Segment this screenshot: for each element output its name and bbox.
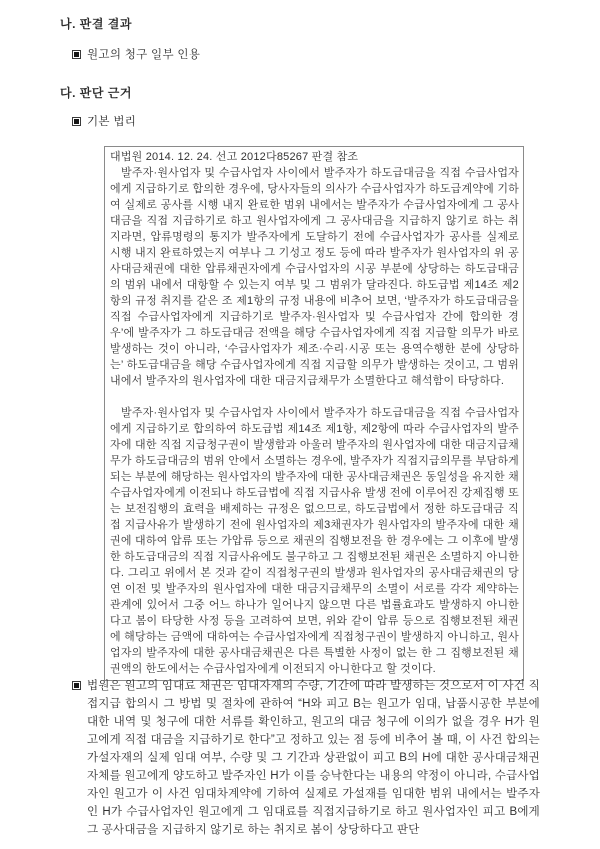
- precedent-paragraph-1: 발주자·원사업자 및 수급사업자 사이에서 발주자가 하도급대금을 직접 수급사업자에게 지급하기로 합의한 경우에, 당사자들의 의사가 수급사업자가 하도급계약에 기하여 실제로 공사를 시행 내지 완료한 범위 내에서는 발주자가 수급사업자에게 그 공사대금을 직접 지급하기로 하고 원사업자에게 그 공사대금을 지급하지 않기로 하는 취지라면, 압류명령의 통지가 발주자에게 도달하기 전에 수급사업자가 공사를 실제로 시행 내지 완료하였는지 여부나 그 기성고 정도 등에 따라 발주자가 원사업자의 위 공사대금채권에 대한 압류채권자에게 수급사업자의 시공 부분에 상당하는 하도급대금의 범위 내에서 대항할 수 있는지 여부 및 그 범위가 달라진다. 하도급법 제14조 제2항의 규정 취지를 같은 조 제1항의 규정 내용에 비추어 보면, ‘발주자가 하도급대금을 직접 수급사업자에게 지급하기로 발주자·원사업자 및 수급사업자 간에 합의한 경우’에 발주자가 그 하도급대금 전액을 해당 수급사업자에게 직접 지급할 의무가 바로 발생하는 것이 아니라, ‘수급사업자가 제조·수리·시공 또는 용역수행한 분에 상당하는’ 하도급대금을 해당 수급사업자에게 직접 지급할 의무가 발생하는 것이고, 그 범위 내에서 발주자의 원사업자에 대한 대금지급채무가 소멸한다고 해석함이 타당하다.: [110, 167, 519, 387]
- basis-item: [72, 113, 136, 129]
- result-item: [72, 46, 200, 62]
- precedent-quote-box: [104, 146, 524, 681]
- result-item-label: 원고의 청구 일부 인용: [87, 49, 201, 61]
- court-finding-text: 법원은 원고의 임대료 채권은 임대자재의 수량, 기간에 따라 발생하는 것으로서 이 사건 직접지급 합의시 그 방법 및 절차에 관하여 “H와 피고 B는 원고가 임대, 납품시공한 부분에 대한 내역 및 청구에 대한 서류를 확인하고, 원고의 대금 청구에 이의가 없을 경우 H가 원고에게 직접 대금을 지급하기로 한다”고 정하고 있는 점 등에 비추어 볼 때, 이 사건 합의는 가설자재의 실제 임대 여부, 수량 및 그 기간과 상관없이 피고 B의 H에 대한 공사대금채권 자체를 원고에게 양도하고 발주자인 H가 이를 승낙한다는 내용의 약정이 아니라, 수급사업자인 원고가 이 사건 임대차계약에 기하여 실제로 가설재를 임대한 범위 내에서는 발주자인 H가 수급사업자인 원고에게 그 임대료를 직접지급하기로 하고 원사업자인 피고 B에게 그 공사대금을 지급하지 않기로 하는 취지로 봄이 상당하다고 판단: [87, 680, 540, 836]
- section-heading-result: 나. 판결 결과: [60, 17, 132, 31]
- basis-item-label: 기본 법리: [87, 116, 137, 128]
- square-bullet-icon: [72, 50, 81, 59]
- precedent-paragraph-2: 발주자·원사업자 및 수급사업자 사이에서 발주자가 하도급대금을 직접 수급사업자에게 지급하기로 합의하여 하도급법 제14조 제1항, 제2항에 따라 수급사업자의 발주자에 대한 직접 지급청구권이 발생함과 아울러 발주자의 원사업자에 대한 대금지급채무가 하도급대금의 범위 안에서 소멸하는 경우에, 발주자가 직접지급의무를 부담하게 되는 부분에 해당하는 원사업자의 발주자에 대한 공사대금채권은 동일성을 유지한 채 수급사업자에게 이전되나 하도급법에 직접 지급사유 발생 전에 이루어진 강제집행 또는 보전집행의 효력을 배제하는 규정은 없으므로, 하도급법에서 정한 하도급대금 직접 지급사유가 발생하기 전에 원사업자의 제3채권자가 원사업자의 발주자에 대한 채권에 대하여 압류 또는 가압류 등으로 채권의 집행보전을 한 경우에는 그 이후에 발생한 하도급대금의 직접 지급사유에도 불구하고 그 집행보전된 채권은 소멸하지 아니한다. 그리고 위에서 본 것과 같이 직접청구권의 발생과 원사업자의 공사대금채권의 당연 이전 및 발주자의 원사업자에 대한 대금지급채무의 소멸이 서로를 각각 제약하는 관계에 있어서 그중 어느 하나가 일어나지 않으면 다른 법률효과도 발생하지 아니한다고 봄이 타당한 사정 등을 고려하여 보면, 위와 같이 압류 등으로 집행보전된 채권에 해당하는 금액에 대하여는 수급사업자에게 직접청구권이 발생하지 아니하고, 원사업자의 발주자에 대한 공사대금채권은 다른 특별한 사정이 없는 한 그 집행보전된 채권액의 한도에서는 수급사업자에게 이전되지 아니한다고 할 것이다.: [110, 407, 519, 675]
- square-bullet-icon: [72, 681, 81, 690]
- case-reference-line: 대법원 2014. 12. 24. 선고 2012다85267 판결 참조: [110, 151, 359, 163]
- section-heading-basis: 다. 판단 근거: [60, 86, 132, 100]
- court-finding: [72, 677, 540, 839]
- square-bullet-icon: [72, 117, 81, 126]
